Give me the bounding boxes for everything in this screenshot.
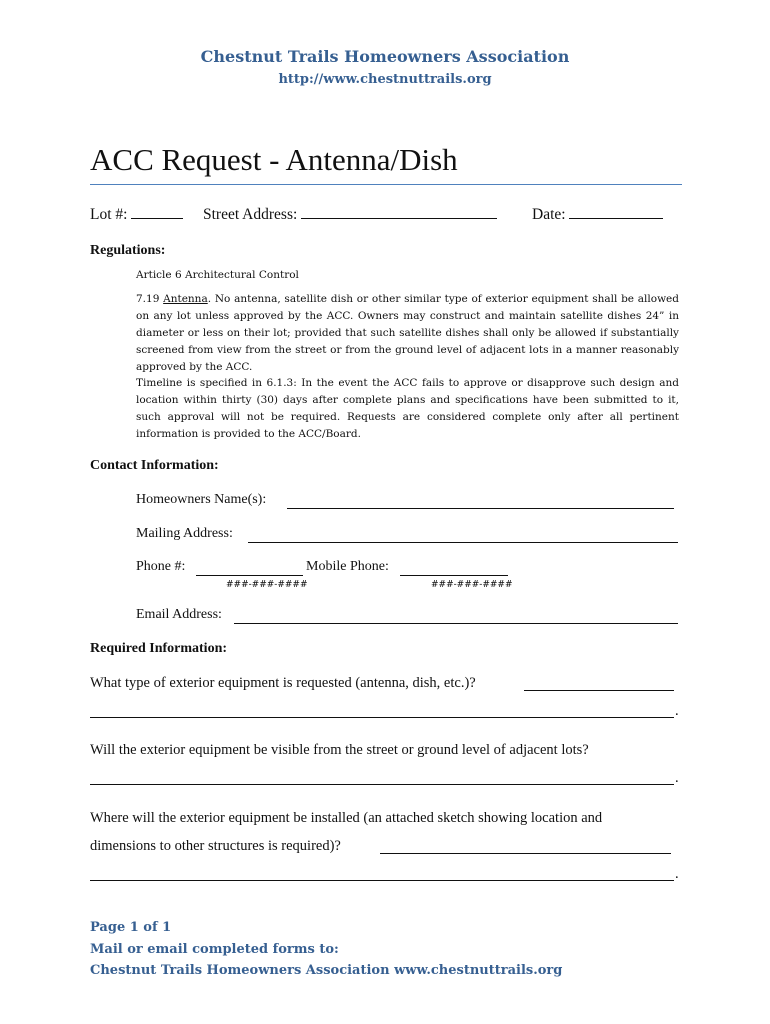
question-location-line2: dimensions to other structures is required)? — [90, 838, 341, 854]
phone-format-hint: ###-###-#### — [226, 580, 308, 590]
org-url[interactable]: http://www.chestnuttrails.org — [278, 72, 492, 87]
regulation-timeline: Timeline is specified in 6.1.3: In the event the ACC fails to approve or disapprove such design and location within thirty (30) days after complete plans and specifications have been submitted to it, such approval will not be required. Requests are considered complete only after all pertinent information is provided to the ACC/Board. — [136, 377, 679, 440]
lot-label: Lot #: — [90, 206, 128, 223]
reg-text: . No antenna, satellite dish or other similar type of exterior equipment shall be allowed on any lot unless approved by the ACC. Owners may construct and maintain satellite dishes 24” in diameter or less on their lot; provided that such satellite dishes shall only be allowed if substantially screened from view from the street or from the ground level of adjacent lots in a manner reasonably approved by the ACC. — [136, 293, 679, 373]
mailing-input[interactable] — [248, 542, 678, 543]
email-input[interactable] — [234, 623, 678, 624]
street-input[interactable] — [301, 217, 497, 219]
question-equipment-type: What type of exterior equipment is requested (antenna, dish, etc.)? — [90, 675, 476, 691]
required-heading: Required Information: — [90, 641, 228, 656]
answer-visibility-line[interactable] — [90, 784, 674, 785]
answer-location-line2[interactable] — [90, 880, 674, 881]
mobile-label: Mobile Phone: — [306, 559, 389, 574]
regulations-heading: Regulations: — [90, 243, 166, 258]
date-label: Date: — [532, 206, 566, 223]
period-mark: . — [675, 703, 679, 719]
regulation-antenna — [136, 291, 679, 376]
org-name: Chestnut Trails Homeowners Association — [200, 47, 570, 66]
contact-heading: Contact Information: — [90, 458, 219, 473]
reg-number: 7.19 — [136, 293, 164, 305]
title-underline — [90, 184, 682, 185]
phone-input[interactable] — [196, 575, 303, 576]
footer-org-line: Chestnut Trails Homeowners Association www.chestnuttrails.org — [90, 963, 563, 978]
mobile-format-hint: ###-###-#### — [431, 580, 513, 590]
phone-label: Phone #: — [136, 559, 186, 574]
article-title: Article 6 Architectural Control — [136, 269, 299, 281]
mobile-input[interactable] — [400, 575, 508, 576]
homeowners-label: Homeowners Name(s): — [136, 492, 267, 507]
question-visibility: Will the exterior equipment be visible from the street or ground level of adjacent lots? — [90, 742, 589, 758]
email-label: Email Address: — [136, 607, 222, 622]
reg-term: Antenna — [163, 293, 208, 305]
street-label: Street Address: — [203, 206, 298, 223]
answer-equipment-type-line1[interactable] — [524, 690, 674, 691]
lot-input[interactable] — [131, 217, 183, 219]
page-title: ACC Request - Antenna/Dish — [90, 142, 458, 177]
period-mark: . — [675, 770, 679, 786]
date-field — [532, 206, 663, 224]
date-input[interactable] — [569, 217, 663, 219]
homeowners-input[interactable] — [287, 508, 674, 509]
street-field — [203, 206, 497, 224]
question-location-line1: Where will the exterior equipment be installed (an attached sketch showing location and — [90, 810, 603, 826]
answer-location-line1[interactable] — [380, 853, 671, 854]
lot-field — [90, 206, 183, 224]
answer-equipment-type-line2[interactable] — [90, 717, 674, 718]
mailing-label: Mailing Address: — [136, 526, 233, 541]
period-mark: . — [675, 866, 679, 882]
page-number: Page 1 of 1 — [90, 920, 172, 935]
footer-mail-line: Mail or email completed forms to: — [90, 942, 339, 957]
